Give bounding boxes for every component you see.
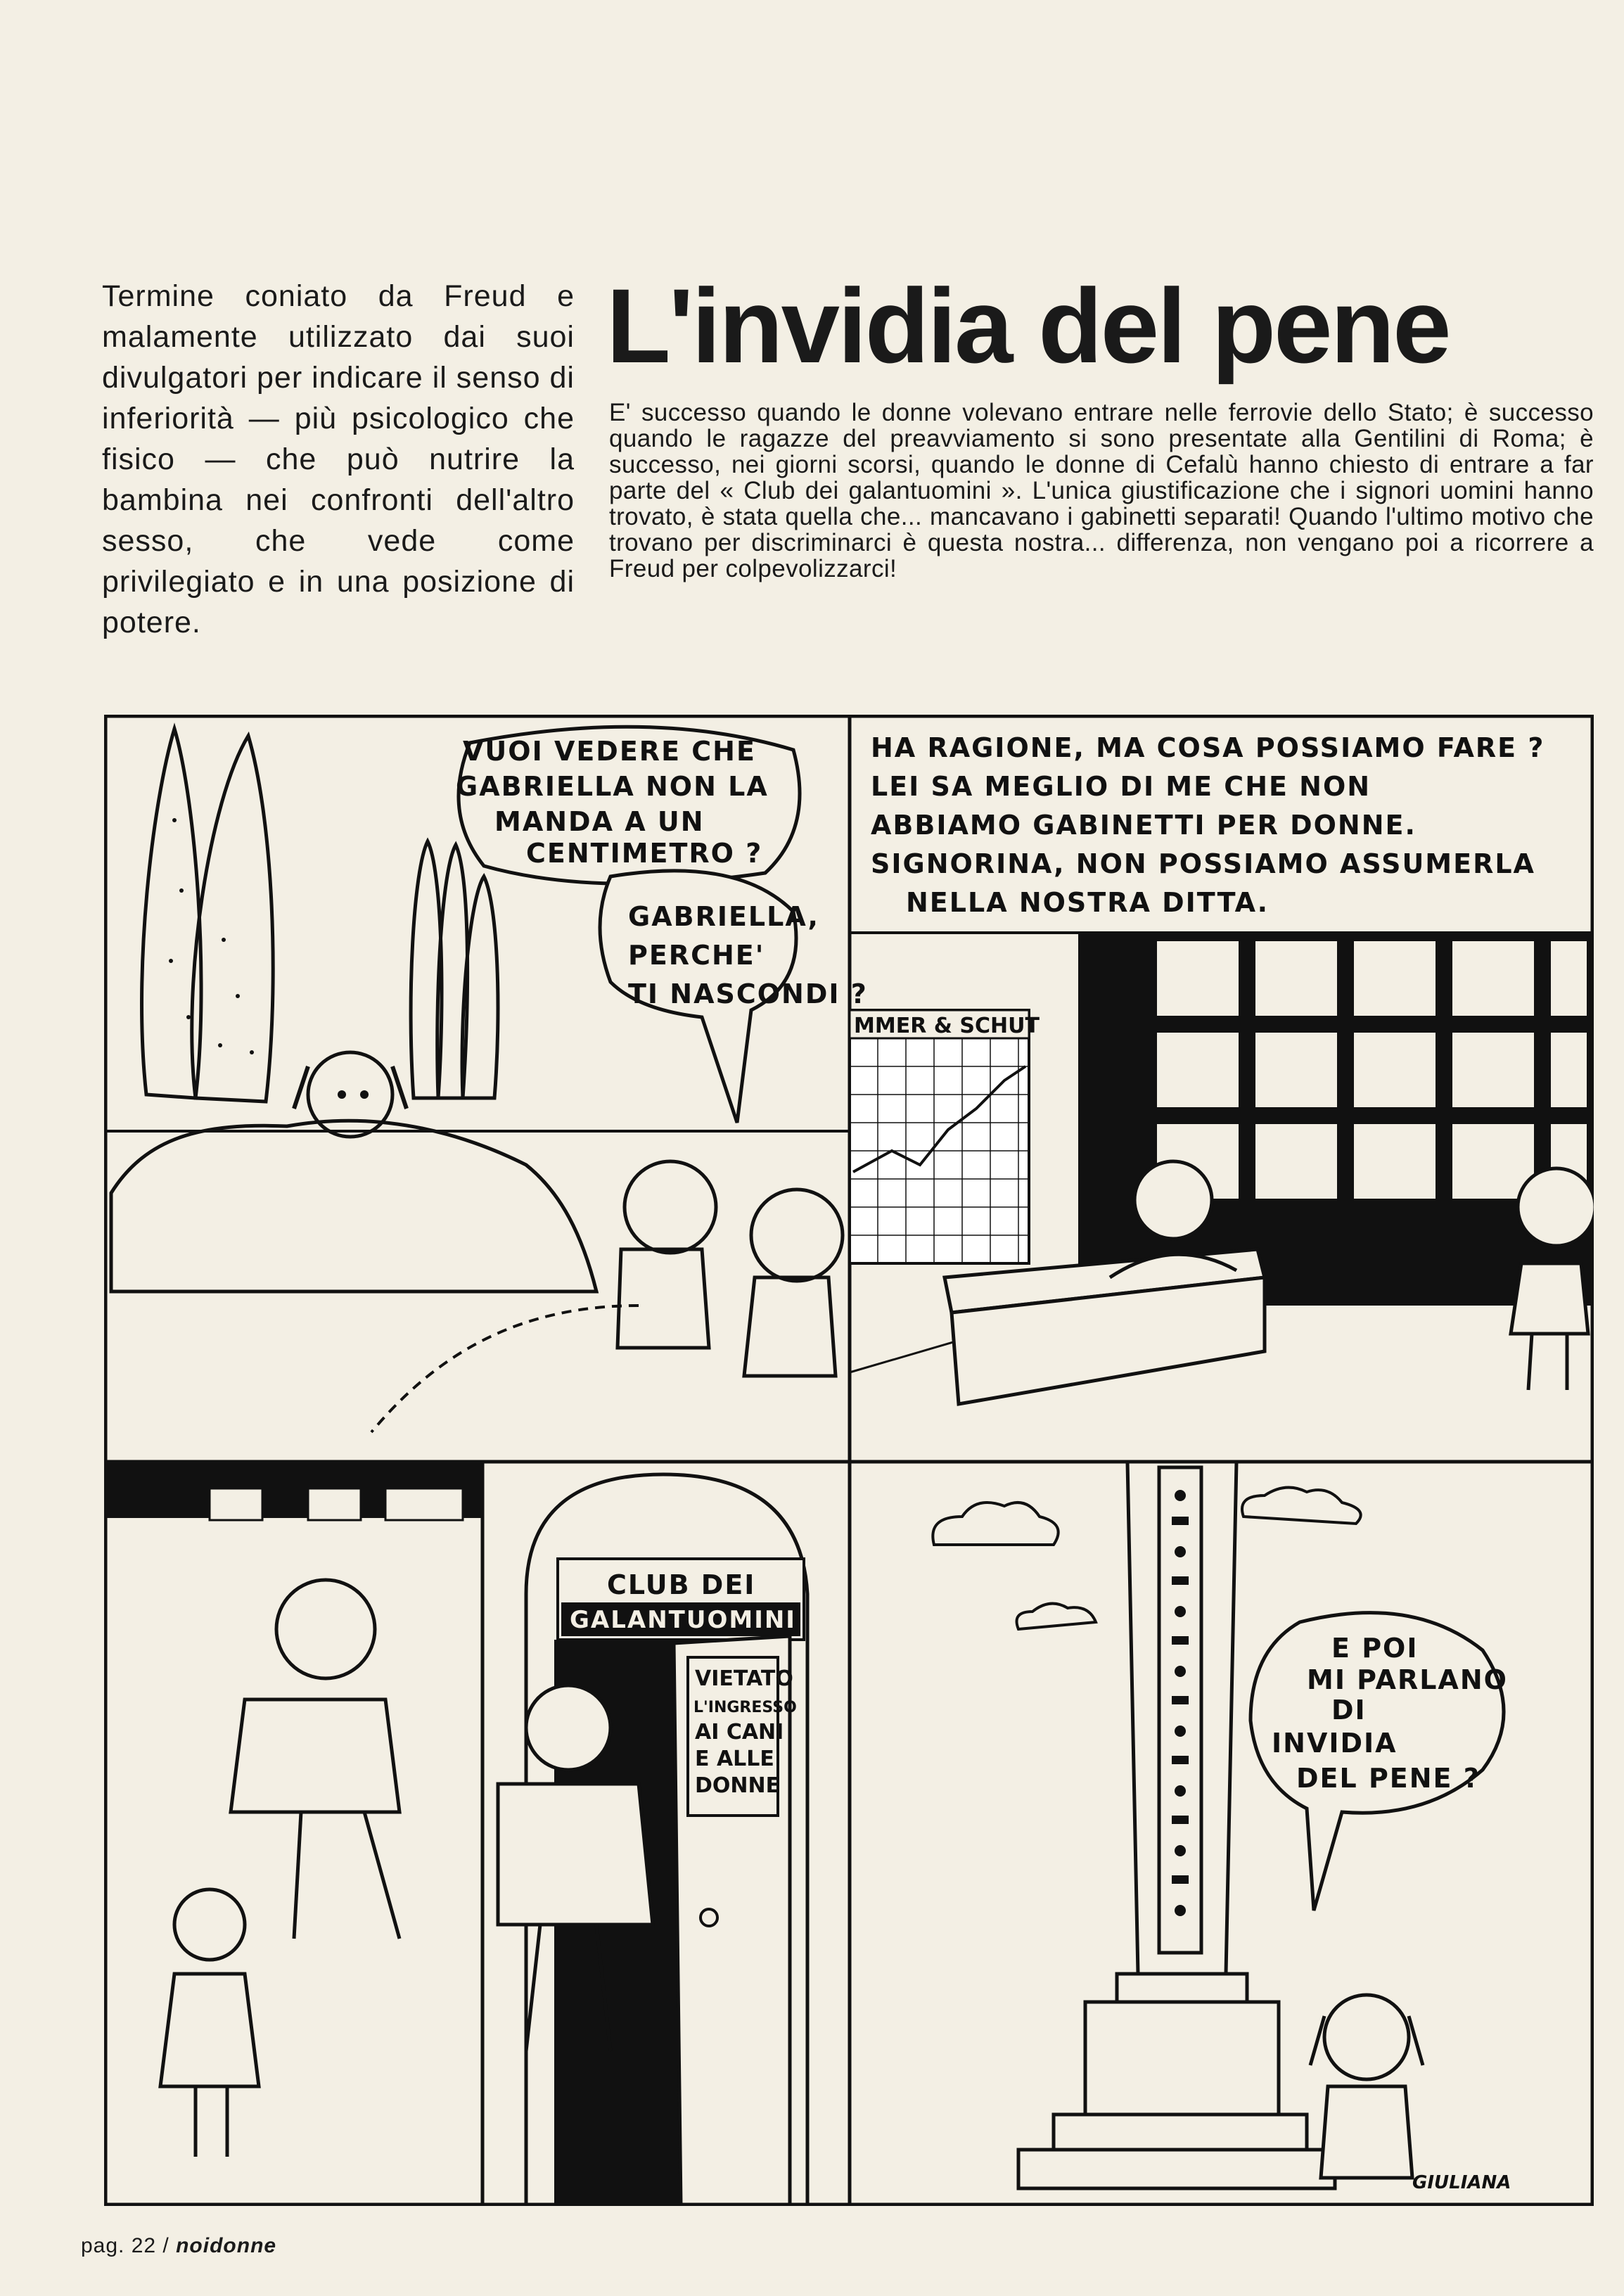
comic-svg: [104, 715, 1594, 2206]
arc-stream: [371, 1306, 639, 1432]
door-sign-line-1: VIETATO: [695, 1666, 793, 1691]
caption-line-3: ABBIAMO GABINETTI PER DONNE.: [871, 810, 1417, 841]
panel-1-balloon-b: [628, 901, 868, 1009]
article-title: L'invidia del pene: [606, 267, 1450, 385]
obelisk: [1018, 1462, 1335, 2188]
balloon-a-line-2: GABRIELLA NON LA: [456, 771, 769, 802]
door-sign-line-3: AI CANI: [695, 1720, 784, 1745]
caption-line-4: SIGNORINA, NON POSSIAMO ASSUMERLA: [871, 848, 1535, 879]
article-intro: E' successo quando le donne volevano entrare nelle ferrovie dello Stato; è successo quando le ragazze del preavviamento si sono presentate alla Gentilini di Roma; è successo, nei giorni scorsi, quando le donne di Cefalù hanno chiesto di entrare a far parte del « Club dei galantuomini ». L'unica giustificazione che i signori uomini hanno trovato, è stata quella che... mancavano i gabinetti separati! Quando l'ultimo motivo che trovano per discriminarci è questa nostra... differenza, non vengano poi a ricorrere a Freud per colpevolizzarci!: [609, 399, 1594, 582]
caption-line-5: NELLA NOSTRA DITTA.: [906, 887, 1270, 918]
balloon-b-line-3: TI NASCONDI ?: [628, 978, 868, 1009]
page-footer: [81, 2234, 276, 2258]
balloon-a-line-4: CENTIMETRO ?: [526, 838, 763, 869]
sidebar-text: Termine coniato da Freud e malamente utilizzato dai suoi divulgatori per indicare il senso di inferiorità — più psicologico che fisico — che può nutrire la bambina nei confronti dell'altro sesso, che vede come privilegiato e in una posizione di potere.: [102, 279, 575, 639]
panel-1: [106, 727, 868, 1432]
balloon-line-4: INVIDIA: [1272, 1728, 1398, 1759]
comic-strip: [104, 715, 1594, 2206]
club-sign-line-1: CLUB DEI: [607, 1569, 756, 1600]
gentleman-walking: [231, 1580, 399, 1939]
two-boys: [618, 1161, 843, 1376]
caption-line-2: LEI SA MEGLIO DI ME CHE NON: [871, 771, 1372, 802]
balloon-line-1: E POI: [1331, 1633, 1419, 1664]
bush: [111, 1121, 596, 1292]
club-sign-line-2: GALANTUOMINI: [570, 1606, 796, 1634]
girl-outside: [160, 1889, 259, 2157]
panel-2: [850, 732, 1594, 1404]
balloon-a-line-1: VUOI VEDERE CHE: [463, 736, 756, 767]
balloon-line-2: MI PARLANO: [1307, 1664, 1508, 1695]
girl-applicant: [1511, 1168, 1594, 1390]
balloon-line-5: DEL PENE ?: [1296, 1763, 1481, 1794]
balloon-a-line-3: MANDA A UN: [494, 806, 705, 837]
cypress-trees: [142, 729, 498, 1102]
panel-3-club: [498, 1474, 807, 2205]
office-windows: [1156, 940, 1588, 1200]
balloon-line-3: DI: [1331, 1695, 1367, 1726]
page-number: pag. 22 /: [81, 2234, 170, 2257]
door-sign-line-5: DONNE: [695, 1773, 781, 1798]
balloon-b-line-2: PERCHE': [628, 940, 765, 971]
girl-sitting: [1310, 1995, 1423, 2178]
company-sign: MMER & SCHUT: [854, 1014, 1040, 1038]
panel-3-street: [106, 1462, 482, 2157]
panel-4: [933, 1462, 1511, 2193]
door-sign-line-2: L'INGRESSO: [693, 1699, 797, 1716]
chart-board: [850, 1010, 1029, 1263]
desk: [945, 1249, 1265, 1404]
artist-signature: GIULIANA: [1412, 2172, 1511, 2193]
balloon-b-line-1: GABRIELLA,: [628, 901, 819, 932]
caption-line-1: HA RAGIONE, MA COSA POSSIAMO FARE ?: [871, 732, 1545, 763]
publication-name: noidonne: [176, 2234, 277, 2257]
door-knob: [701, 1909, 717, 1926]
panel-2-caption: [871, 732, 1545, 918]
door-sign-line-4: E ALLE: [695, 1747, 774, 1771]
